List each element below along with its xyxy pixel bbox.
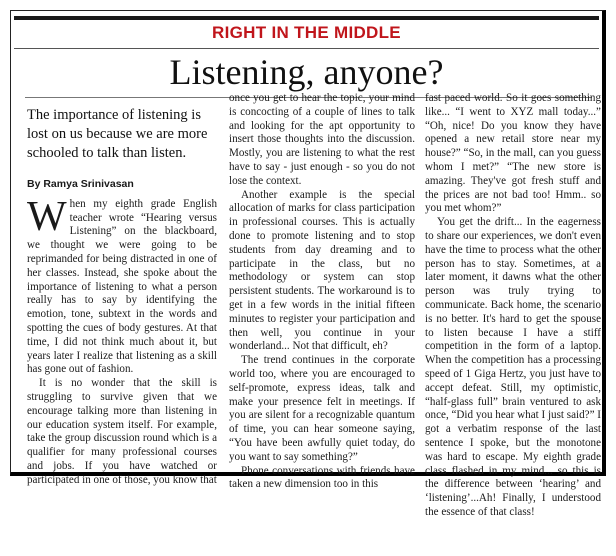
paragraph: It is no wonder that the skill is struggling to survive given that we encourage talking more than listening in our education system itself. For example, take the group discussion round which is a qualifier for many professional courses and jobs. If you have watched or participated in one of those, you know that xyxy=(27,377,217,486)
section-label: RIGHT IN THE MIDDLE xyxy=(212,23,401,42)
paragraph: When my eighth grade English teacher wrote “Hearing versus Listening” on the blackboard, we thought we were going to be reprimanded for being distracted in one of her classes. Instead, she spoke about the importance of listening to what a person really has to say by identifying the emotion, tone, subtext in the words and spotting the cues of body gestures. At that time, I did not think much about it, but years later I realize that listening as a skill has gone out of fashion. xyxy=(27,193,217,376)
paragraph: You get the drift... In the eagerness to share our experiences, we don't even have the time to process what the other person has to stay. Sometimes, at a later moment, it dawns what the other person was truly trying to communicate. Back home, the scenario is no better. It's hard to get the spouse to listen because I have a stiff competition in the form of a laptop. When the competition has a processing speed of 1 Giga Hertz, you just have to accept defeat. Still, my optimistic, “half-glass full” brain ventured to ask once, “Did you hear what I just said?” I got a verbatim response of the last sentence I spoke, but the monotone was hard to escape. My eighth grade class flashed in my mind... so this is the difference between ‘hearing’ and ‘listening’...Ah! Finally, I understood the essence of that class! xyxy=(425,216,601,518)
drop-cap: W xyxy=(27,193,67,240)
column-1 xyxy=(27,104,217,488)
section-rule xyxy=(14,48,599,49)
column-2 xyxy=(229,92,415,492)
headline: Listening, anyone? xyxy=(169,52,444,92)
column-3 xyxy=(425,92,601,520)
paragraph: The trend continues in the corporate world too, where you are encouraged to self-promote, express ideas, talk and make your presence felt in meetings. If you are silent for a recognizable quantum of time, you can hear someone saying, “You have been awfully quiet today, do you want to say something?” xyxy=(229,354,415,463)
byline: By Ramya Srinivasan xyxy=(27,178,134,190)
intro-deck: The importance of listening is lost on us because we are more schooled to talk than listen. xyxy=(27,107,208,161)
paragraph: fast paced world. So it goes something like... “I went to XYZ mall today...” “Oh, nice! Do you know they have opened a new retail store near my house?” “So, in the mall, can you guess whom I met?” “The new store is amazing. They've got fresh stuff and the prices are not bad too! Hmm.. so you met whom?” xyxy=(425,92,601,215)
article-frame xyxy=(10,10,606,518)
top-rule xyxy=(14,16,599,20)
paragraph: Another example is the special allocation of marks for class participation in professional courses. This is actually done to promote listening and to stop students from day dreaming and to participate in the class, but no methodology or system can stop persistent students. The workaround is to get in a few words in the initial fifteen minutes to register your participation and then well, you continue in your wonderland... Not that difficult, eh? xyxy=(229,188,415,353)
paragraph: once you get to hear the topic, your mind is concocting of a couple of lines to talk and looking for the apt opportunity to insert those thoughts into the discussion. Mostly, you are listening to what the rest have to say - just enough - so you do not lose the context. xyxy=(229,92,415,187)
paragraph: Phone conversations with friends have taken a new dimension too in this xyxy=(229,464,415,491)
